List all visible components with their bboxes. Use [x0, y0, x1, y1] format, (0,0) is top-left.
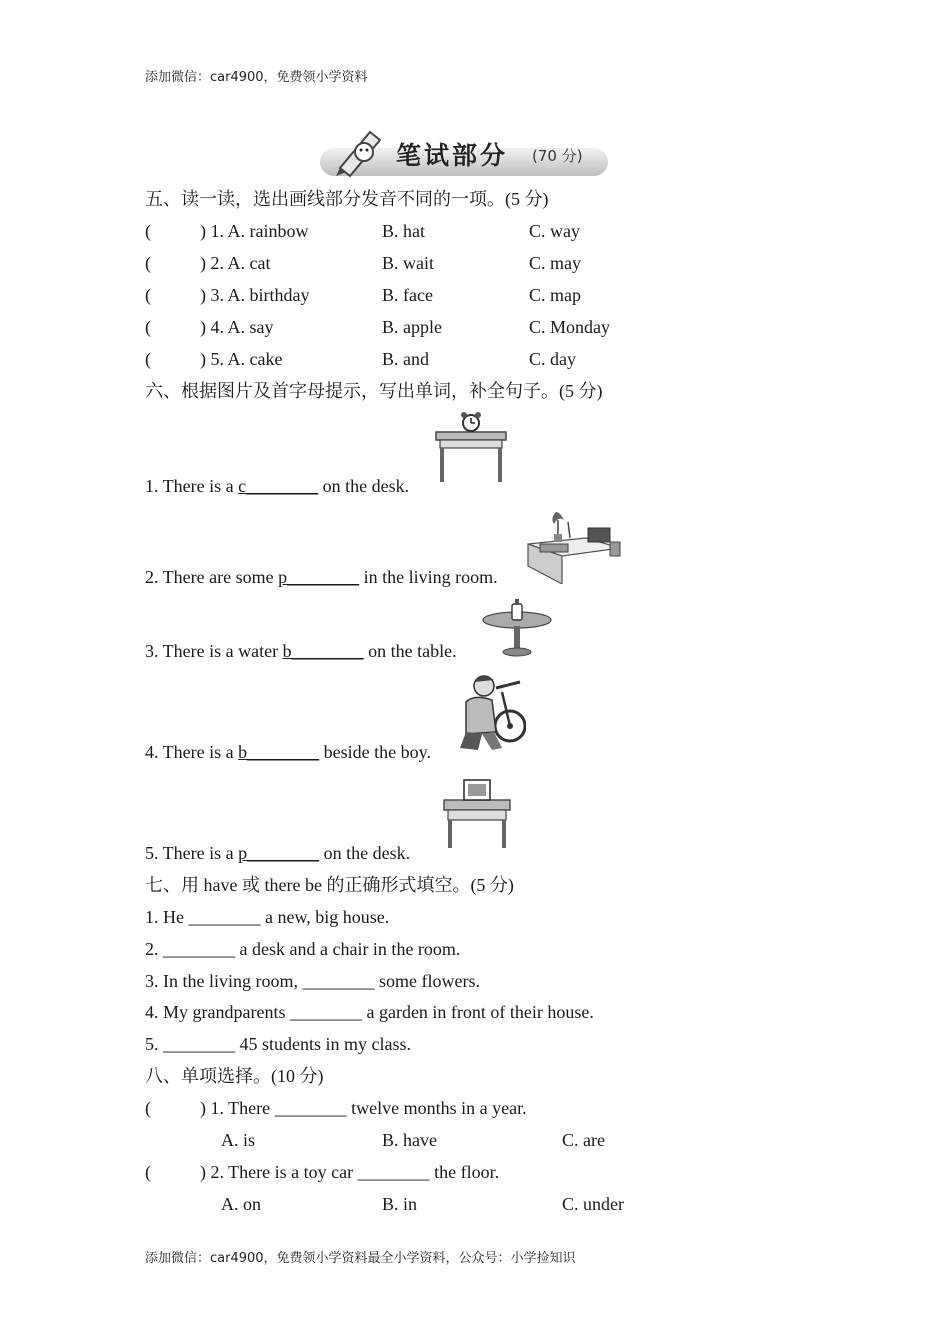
s5-item-4: ( ) 4. A. say B. apple C. Monday	[145, 317, 610, 337]
s6-item-2-blank[interactable]: p________	[278, 567, 360, 587]
living-room-plants-icon	[526, 508, 622, 584]
s7-item-5: 5. ________ 45 students in my class.	[145, 1034, 411, 1054]
s5-item-1-a: ) 1. A. rainbow	[200, 221, 309, 241]
s6-item-4-pre: 4. There is a	[145, 742, 239, 762]
s6-item-1	[145, 475, 409, 497]
s6-item-1-blank[interactable]: c________	[238, 476, 319, 496]
s7-item-2: 2. ________ a desk and a chair in the room.	[145, 939, 461, 959]
s6-item-1-pre: 1. There is a	[145, 476, 239, 496]
s8-q1-option-c[interactable]: C. are	[562, 1130, 605, 1150]
s5-item-4-c: C. Monday	[529, 317, 610, 337]
s6-item-3-pre: 3. There is a water	[145, 641, 283, 661]
section-banner	[318, 126, 610, 178]
s6-item-5-post: on the desk.	[319, 843, 411, 863]
s5-item-3-b: B. face	[382, 285, 433, 305]
s6-item-3-blank[interactable]: b________	[282, 641, 364, 661]
s6-item-5-pre: 5. There is a	[145, 843, 239, 863]
bottle-on-table-icon	[482, 598, 552, 660]
s5-item-2-b: B. wait	[382, 253, 434, 273]
s6-item-5-blank[interactable]: p________	[238, 843, 320, 863]
section6-heading: 六、根据图片及首字母提示，写出单词，补全句子。(5 分)	[145, 381, 603, 401]
s6-item-2	[145, 566, 498, 588]
s6-item-4	[145, 741, 431, 763]
s5-item-5-b: B. and	[382, 349, 429, 369]
s6-item-2-pre: 2. There are some	[145, 567, 279, 587]
s8-q2-option-b[interactable]: B. in	[382, 1194, 418, 1214]
photo-on-desk-icon	[442, 776, 512, 850]
s5-item-5-a: ) 5. A. cake	[200, 349, 283, 369]
s5-item-2-a: ) 2. A. cat	[200, 253, 271, 273]
section8-heading: 八、单项选择。(10 分)	[145, 1066, 324, 1086]
s5-item-1-c: C. way	[529, 221, 580, 241]
section7-heading: 七、用 have 或 there be 的正确形式填空。(5 分)	[145, 875, 514, 895]
s5-item-2: ( ) 2. A. cat B. wait C. may	[145, 253, 581, 273]
watermark-top: 添加微信：car4900，免费领小学资料	[145, 70, 368, 85]
s8-q2-option-c[interactable]: C. under	[562, 1194, 624, 1214]
s8-q1-text: ) 1. There ________ twelve months in a year.	[200, 1098, 527, 1118]
s6-item-4-blank[interactable]: b________	[238, 742, 320, 762]
s5-item-2-c: C. may	[529, 253, 581, 273]
s8-q1-option-b[interactable]: B. have	[382, 1130, 437, 1150]
s8-q2-text: ) 2. There is a toy car ________ the floor.	[200, 1162, 500, 1182]
s5-item-1-b: B. hat	[382, 221, 425, 241]
banner-score: (70 分)	[532, 147, 583, 165]
s5-item-3-c: C. map	[529, 285, 581, 305]
s6-item-3-post: on the table.	[363, 641, 457, 661]
s6-item-1-post: on the desk.	[318, 476, 410, 496]
s6-item-5	[145, 842, 410, 864]
s5-item-1: ( ) 1. A. rainbow B. hat C. way	[145, 221, 580, 241]
s7-item-1: 1. He ________ a new, big house.	[145, 907, 390, 927]
section5-heading: 五、读一读，选出画线部分发音不同的一项。(5 分)	[145, 189, 549, 209]
boy-with-bike-icon	[452, 672, 526, 754]
s5-item-4-b: B. apple	[382, 317, 442, 337]
s5-item-3-a: ) 3. A. birthday	[200, 285, 310, 305]
s8-q2: ( ) 2. There is a toy car ________ the floor.	[145, 1162, 500, 1182]
watermark-bottom: 添加微信：car4900，免费领小学资料最全小学资料，公众号：小学捡知识	[145, 1251, 576, 1266]
s7-item-3: 3. In the living room, ________ some flowers.	[145, 971, 480, 991]
clock-on-desk-icon	[434, 412, 508, 484]
s5-item-3: ( ) 3. A. birthday B. face C. map	[145, 285, 581, 305]
s6-item-4-post: beside the boy.	[319, 742, 431, 762]
s8-q1: ( ) 1. There ________ twelve months in a year.	[145, 1098, 527, 1118]
s5-item-4-a: ) 4. A. say	[200, 317, 274, 337]
s8-q2-option-a[interactable]: A. on	[221, 1194, 261, 1214]
s8-q1-option-a[interactable]: A. is	[221, 1130, 256, 1150]
s6-item-3	[145, 640, 457, 662]
banner-title: 笔试部分	[396, 141, 509, 170]
s7-item-4: 4. My grandparents ________ a garden in front of their house.	[145, 1002, 594, 1022]
s5-item-5: ( ) 5. A. cake B. and C. day	[145, 349, 576, 369]
s5-item-5-c: C. day	[529, 349, 576, 369]
s6-item-2-post: in the living room.	[359, 567, 498, 587]
